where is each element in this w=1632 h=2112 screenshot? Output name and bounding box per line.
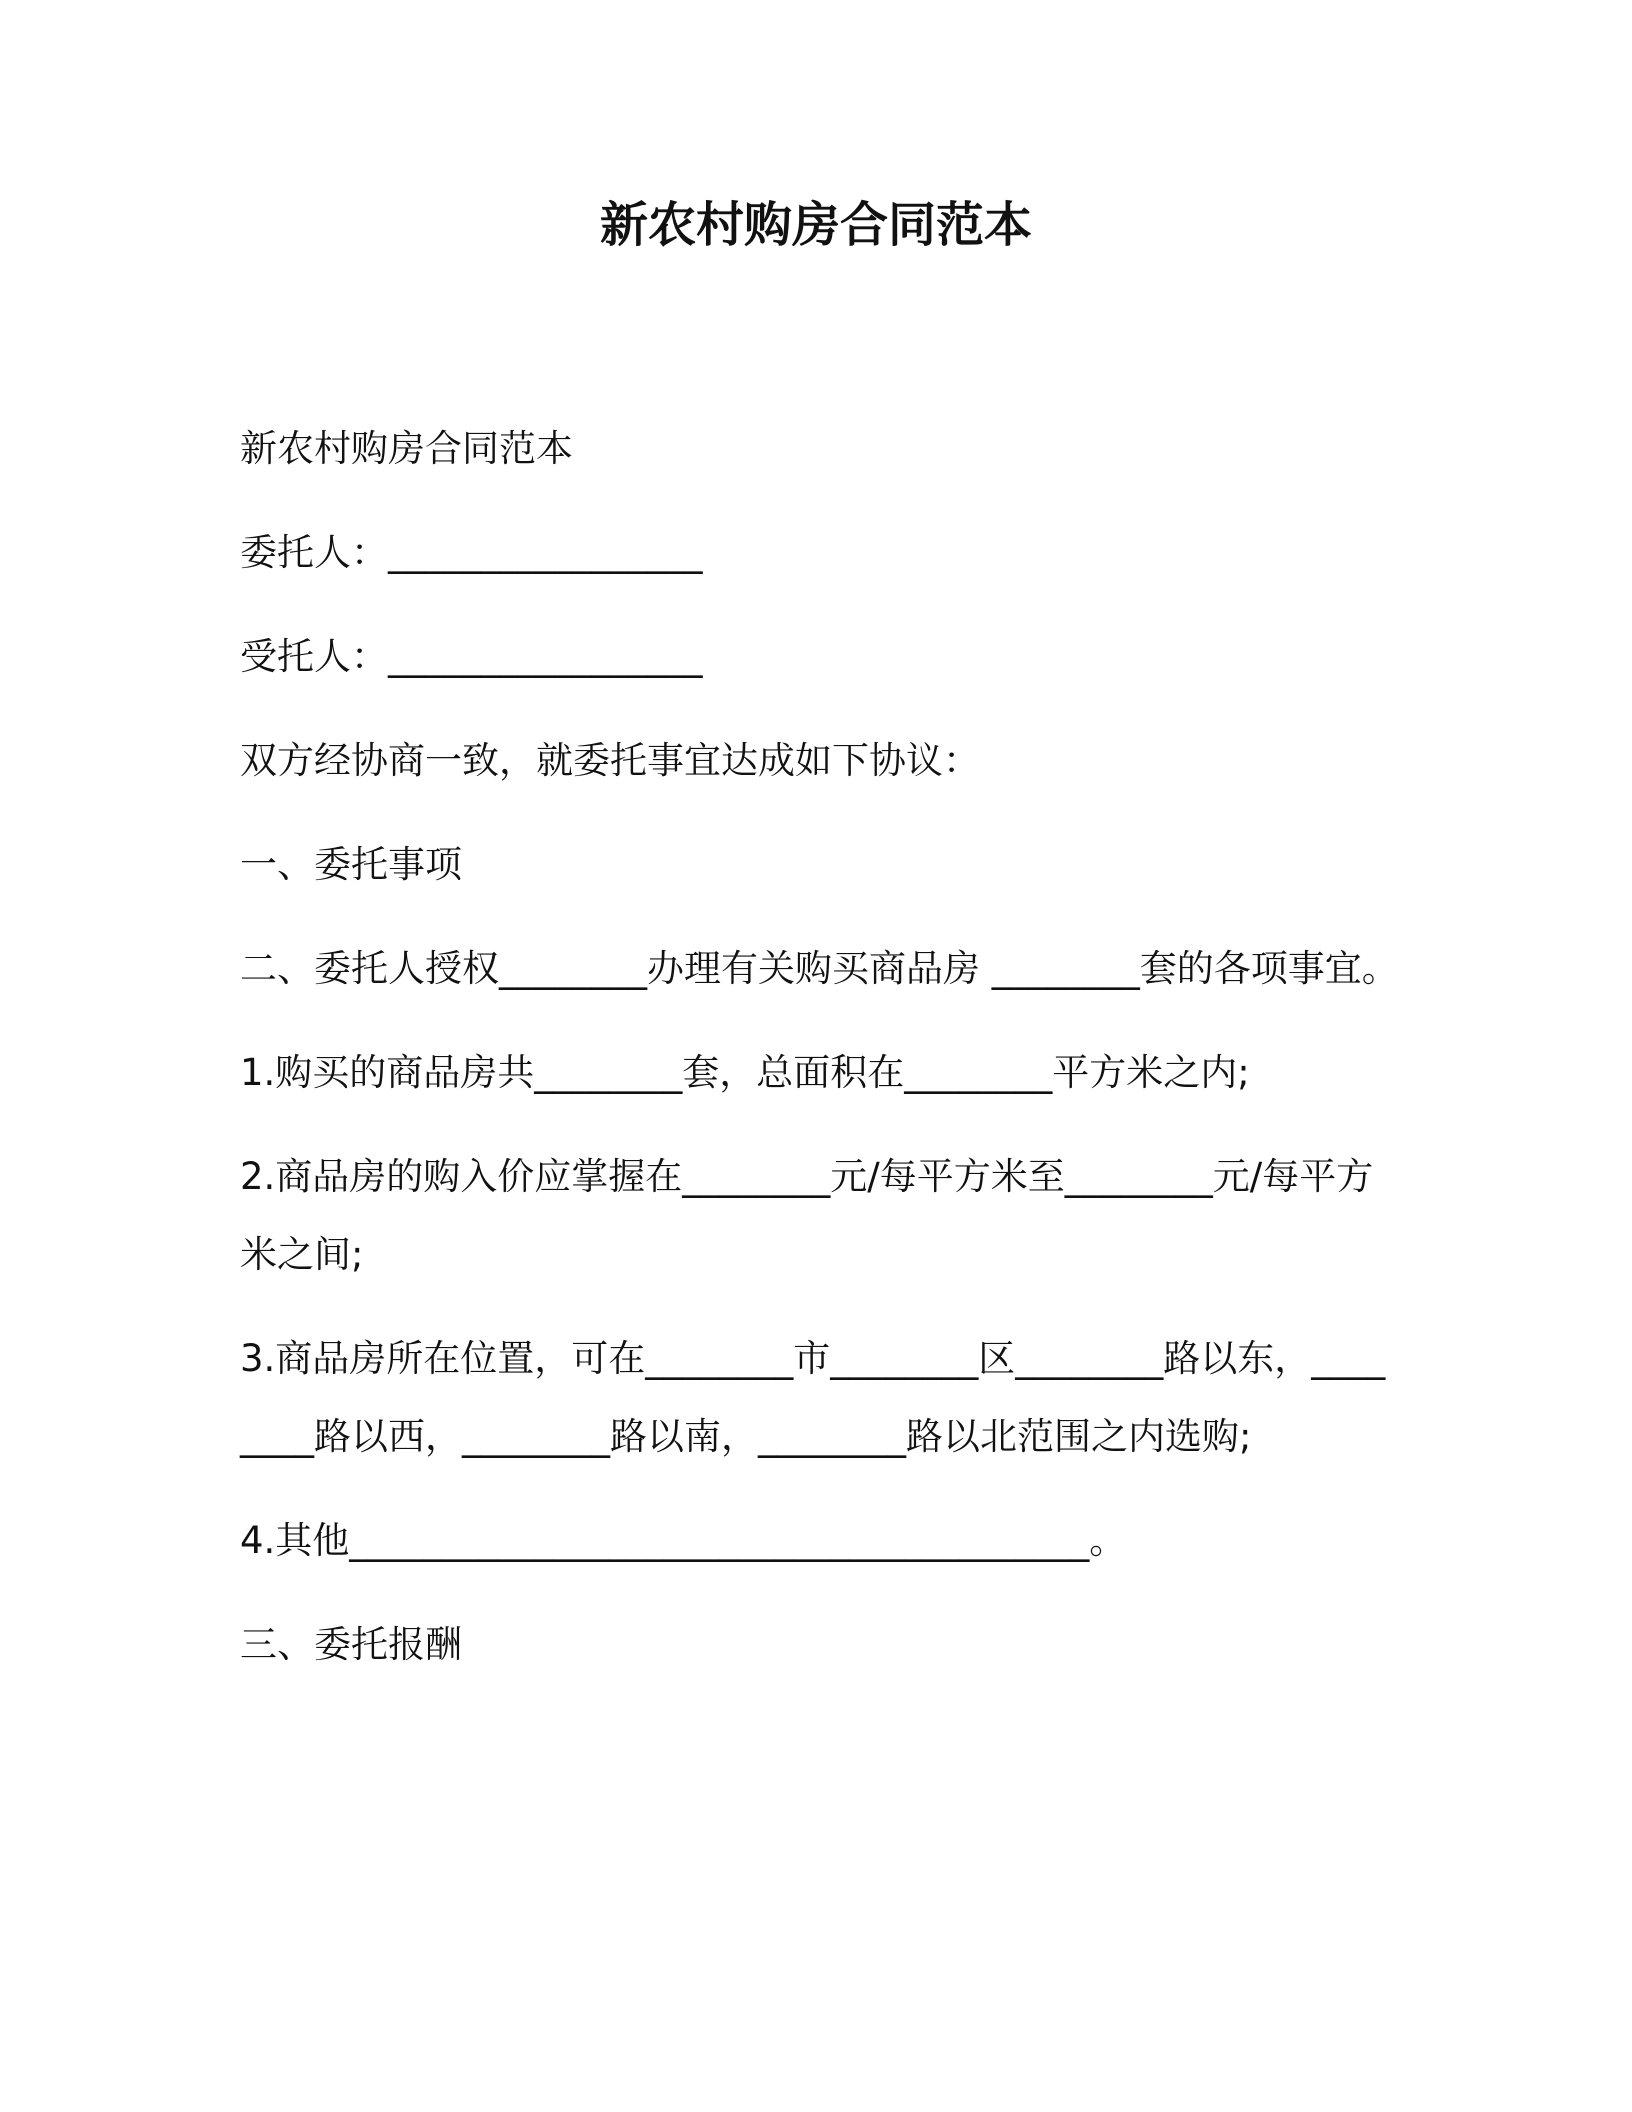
authorization-clause: 二、委托人授权________办理有关购买商品房 ________套的各项事宜。 (240, 947, 1399, 990)
document-title: 新农村购房合同范本 (599, 197, 1032, 253)
clause-4: 4.其他________________________________________。 (240, 1519, 1127, 1562)
agreement-intro: 双方经协商一致，就委托事宜达成如下协议： (240, 739, 980, 782)
agent-field: 受托人：_________________ (240, 635, 703, 678)
subtitle-paragraph: 新农村购房合同范本 (240, 427, 573, 470)
clause-2: 2.商品房的购入价应掌握在________元/每平方米至________元/每平方米之间; (240, 1155, 1374, 1276)
section-heading-3: 三、委托报酬 (240, 1623, 462, 1666)
document-body (240, 410, 1400, 1710)
section-heading-1: 一、委托事项 (240, 843, 462, 886)
clause-1: 1.购买的商品房共________套，总面积在________平方米之内; (240, 1051, 1250, 1094)
principal-field: 委托人：_________________ (240, 531, 703, 574)
clause-3: 3.商品房所在位置，可在________市________区________路以东，________路以西，________路以南，________路以北范围之内选购; (240, 1337, 1386, 1458)
